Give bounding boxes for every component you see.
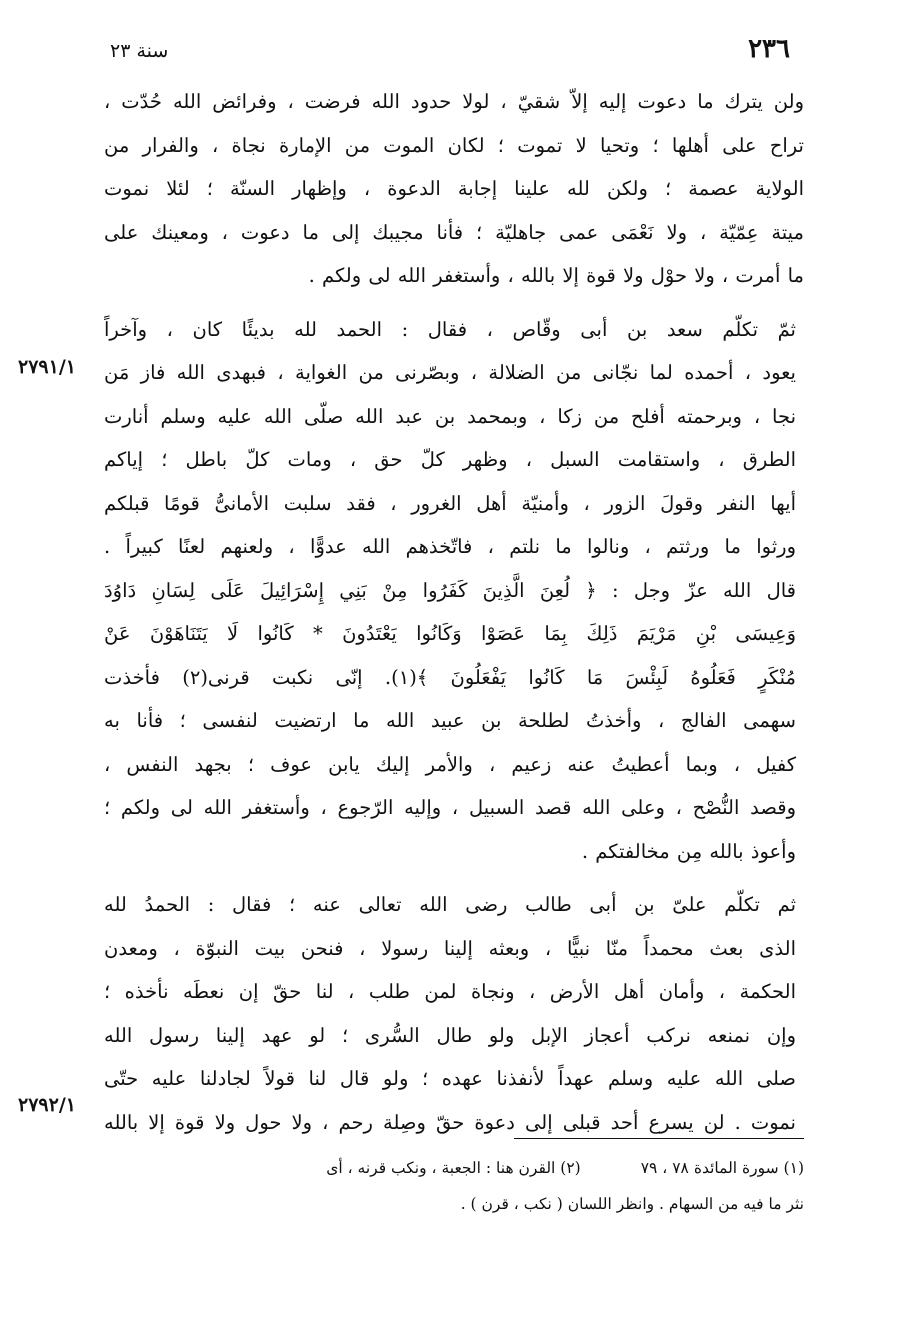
year-label: سنة ٢٣ (110, 40, 169, 62)
footnote-2: (٢) القرن هنا : الجعبة ، ونكب قرنه ، أى (326, 1159, 581, 1177)
text-line: ميتة عِمّيّة ، ولا نَعْمَى عمى جاهليّة ؛ فأنا مجيبك إلى ما دعوت ، ومعينك على (104, 220, 804, 244)
margin-reference: ٢٧٩١/١ (18, 356, 76, 378)
text-line: ثمّ تكلّم سعد بن أبى وقّاص ، فقال : الحمد لله بديئًا كان ، وآخراً (104, 317, 796, 341)
text-line: صلى الله عليه وسلم عهداً لأنفذنا عهده ؛ ولو قال لنا قولاً لجادلنا عليه حتّى (104, 1067, 796, 1090)
footnotes (104, 1150, 804, 1222)
text-line: وقصد النُّصْح ، وعلى الله قصد السبيل ، وإليه الرّجوع ، وأستغفر الله لى ولكم ؛ (104, 796, 796, 819)
text-line: الطرق ، واستقامت السبل ، وظهر كلّ حق ، ومات كلّ باطل ؛ إياكم (104, 448, 796, 471)
text-line: وَعِيسَى بْنِ مَرْيَمَ ذَلِكَ بِمَا عَصَوْا وَكَانُوا يَعْتَدُونَ * كَانُوا لَا يَتَنَاهَوْنَ عَنْ (104, 622, 796, 645)
text-line: ثم تكلّم علىّ بن أبى طالب رضى الله تعالى عنه ؛ فقال : الحمدُ لله (104, 893, 796, 916)
page-number: ٢٣٦ (748, 34, 790, 64)
text-line: الولاية عصمة ؛ ولكن لله علينا إجابة الدعوة ، وإظهار السنّة ؛ لئلا نموت (104, 177, 804, 200)
paragraph (104, 80, 804, 298)
page-header (110, 34, 790, 74)
text-line: الذى بعث محمداً منّا نبيًّا ، وبعثه إلينا رسولا ، فنحن بيت النبوّة ، ومعدن (104, 936, 796, 960)
footnote-2-continuation: نثر ما فيه من السهام . وانظر اللسان ( نكب ، قرن ) . (460, 1195, 804, 1213)
text-line: أيها النفر وقولَ الزور ، وأمنيّة أهل الغرور ، فقد سلبت الأمانىُّ قومًا قبلكم (104, 491, 796, 515)
text-line: تراح على أهلها ؛ وتحيا لا تموت ؛ لكان الموت من الإمارة نجاة ، والفرار من (104, 133, 804, 157)
text-line: ما أمرت ، ولا حوْل ولا قوة إلا بالله ، وأستغفر الله لى ولكم . (308, 264, 804, 287)
text-line: نجا ، وبرحمته أفلح من زكا ، وبمحمد بن عبد الله صلّى الله عليه وسلم أنارت (104, 404, 796, 428)
text-line: يعود ، أحمده لما نجّانى من الضلالة ، وبصّرنى من الغواية ، فبهدى الله فاز مَن (104, 361, 796, 384)
text-line: مُنْكَرٍ فَعَلُوهُ لَبِئْسَ مَا كَانُوا يَفْعَلُونَ ﴾(١). إنّى نكبت قرنى(٢) فأخذت (104, 665, 796, 689)
text-line: كفيل ، وبما أعطيتُ عنه زعيم ، والأمر إليك يابن عوف ؛ بجهد النفس ، (104, 752, 796, 776)
paragraph (104, 308, 804, 874)
text-line: وإن نمنعه نركب أعجاز الإبل ولو طال السُّرى ؛ لو عهد إلينا رسول الله (104, 1023, 796, 1047)
text-line: الحكمة ، وأمان أهل الأرض ، ونجاة لمن طلب ، لنا حقّ إن نعطَه نأخذه ؛ (104, 980, 796, 1003)
text-line: قال الله عزّ وجل : ﴿ لُعِنَ الَّذِينَ كَفَرُوا مِنْ بَنِي إِسْرَائِيلَ عَلَى لِسَانِ دَاوُدَ (104, 578, 796, 602)
text-line: وأعوذ بالله مِن مخالفتكم . (581, 839, 796, 863)
footnote-row (104, 1150, 804, 1186)
text-line: نموت . لن يسرع أحد قبلى إلى دعوة حقّ وصِلة رحم ، ولا حول ولا قوة إلا بالله (104, 1110, 796, 1134)
paragraph (104, 883, 804, 1144)
text-line: ورثوا ما ورثتم ، ونالوا ما نلتم ، فاتّخذهم الله عدوًّا ، ولعنهم لعنًا كبيراً . (104, 535, 796, 558)
footnote-divider (514, 1138, 804, 1139)
margin-reference: ٢٧٩٢/١ (18, 1094, 76, 1116)
text-line: سهمى الفالج ، وأخذتُ لطلحة بن عبيد الله ما ارتضيت لنفسى ؛ فأنا به (104, 709, 796, 732)
footnote-1: (١) سورة المائدة ٧٨ ، ٧٩ (640, 1159, 804, 1177)
main-text (104, 80, 804, 1154)
text-line: ولن يترك ما دعوت إليه إلاّ شقيّ ، لولا حدود الله فرضت ، وفرائض الله حُدّت ، (104, 90, 804, 113)
